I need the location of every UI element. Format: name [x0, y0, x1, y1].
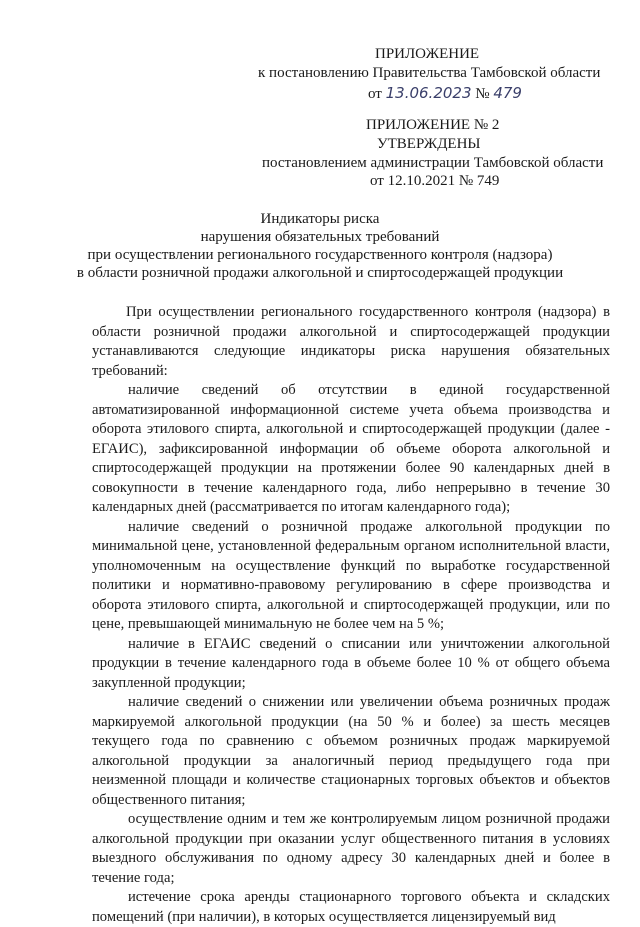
approved-date: от 12.10.2021 № 749: [370, 173, 500, 189]
risk-indicator-item: наличие сведений о розничной продаже алкогольной продукции по минимальной цене, установленной федеральным органом исполнительной власти, уполномоченным на осуществление функций по выработке государственной политики и нормативно-правовому регулированию в сфере производства и оборота этилового спирта, алкогольной и спиртосодержащей продукции, или по цене, превышающей минимальную не более чем на 5 %;: [92, 518, 610, 632]
risk-indicator-item: наличие в ЕГАИС сведений о списании или уничтожении алкогольной продукции в течение календарного года в объеме более 10 % от общего объема закупленной продукции;: [92, 635, 610, 691]
doc-title-line-1: Индикаторы риска: [260, 211, 380, 227]
risk-indicator-item: наличие сведений о снижении или увеличении объема розничных продаж маркируемой алкогольной продукции (на 50 % и более) за шесть месяцев текущего года по сравнению с объемом розничных продаж маркируемой алкогольной продукции за аналогичный период предыдущего года при неизменной площади и количестве стационарных торговых объектов и объектов общественного питания;: [92, 694, 610, 808]
document-body: [92, 303, 610, 927]
risk-indicator-item: осуществление одним и тем же контролируемым лицом розничной продажи алкогольной продукции при оказании услуг общественного питания в условиях выездного обслуживания по одному адресу 30 календарных дней и более в течение года;: [92, 811, 610, 886]
date-prefix: от: [368, 86, 382, 102]
appendix-2-heading: ПРИЛОЖЕНИЕ № 2: [366, 117, 500, 133]
appendix-heading: ПРИЛОЖЕНИЕ: [375, 46, 480, 62]
approved-label: УТВЕРЖДЕНЫ: [377, 136, 481, 152]
risk-indicator-item: истечение срока аренды стационарного торгового объекта и складских помещений (при наличии), в которых осуществляется лицензируемый вид: [92, 889, 610, 925]
body-intro: При осуществлении регионального государственного контроля (надзора) в области розничной продажи алкогольной и спиртосодержащей продукции устанавливаются следующие индикаторы риска нарушения обязательных требований:: [92, 304, 610, 379]
doc-title-line-3: при осуществлении регионального государственного контроля (надзора): [87, 247, 553, 263]
doc-title-line-4: в области розничной продажи алкогольной и спиртосодержащей продукции: [76, 265, 564, 281]
approved-by: постановлением администрации Тамбовской области: [262, 155, 604, 171]
handwritten-number: 479: [493, 84, 522, 102]
resolution-date-line: [368, 84, 522, 103]
number-prefix: №: [475, 86, 490, 102]
resolution-reference: к постановлению Правительства Тамбовской области: [258, 65, 601, 81]
risk-indicator-item: наличие сведений об отсутствии в единой государственной автоматизированной информационной системе учета объема производства и оборота этилового спирта, алкогольной и спиртосодержащей продукции (далее - ЕГАИС), зафиксированной информации об объеме оборота алкогольной и спиртосодержащей продукции на протяжении более 90 календарных дней в совокупности в течение календарного года, либо непрерывно в течение 30 календарных дней (рассматривается по итогам календарного года);: [92, 382, 610, 515]
handwritten-date: 13.06.2023: [385, 84, 472, 102]
doc-title-line-2: нарушения обязательных требований: [200, 229, 440, 245]
